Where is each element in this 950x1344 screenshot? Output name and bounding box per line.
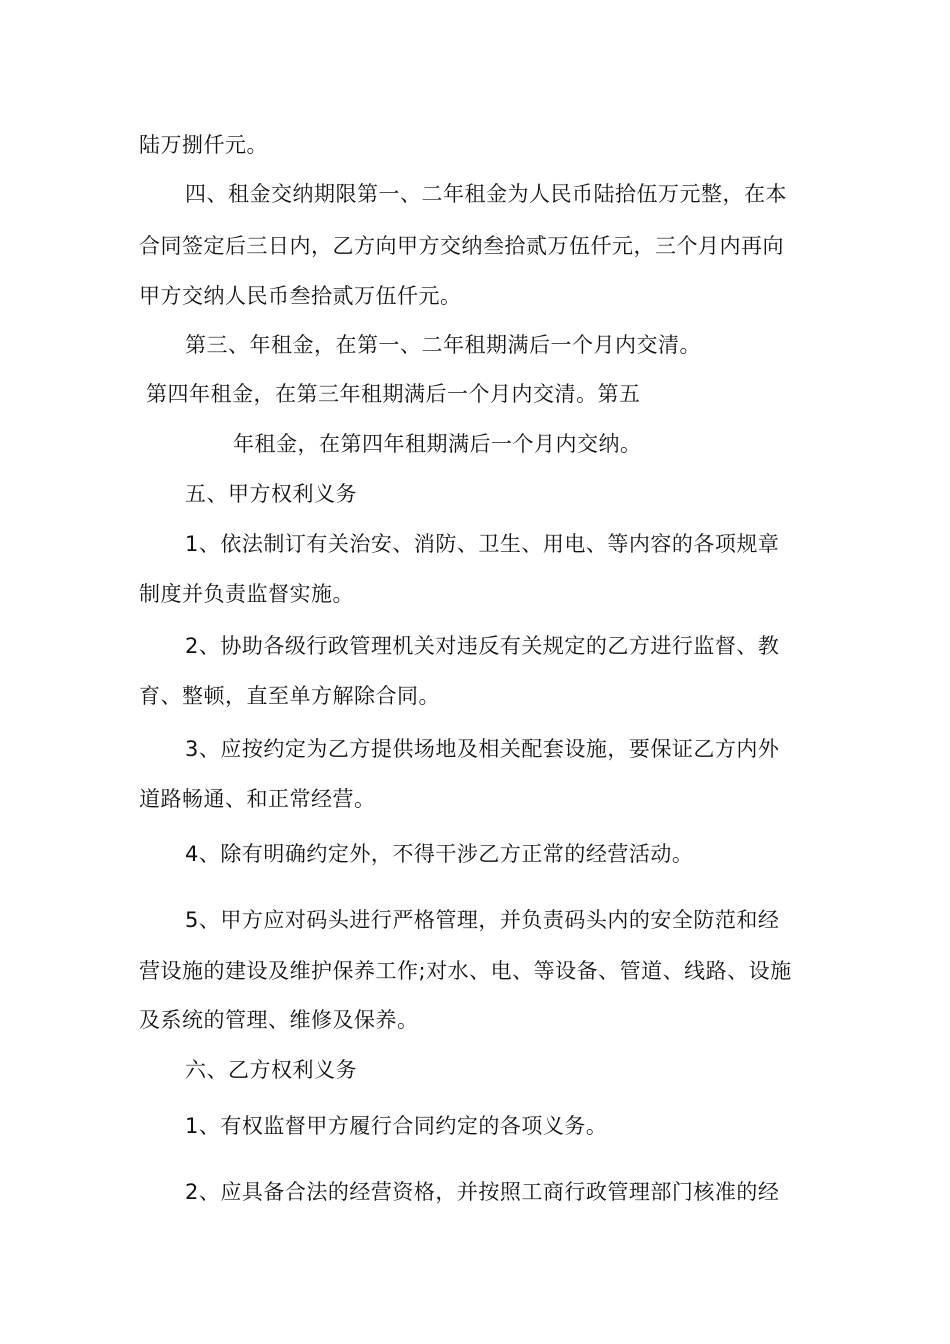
- text-line: 营设施的建设及维护保养工作;对水、电、等设备、管道、线路、设施: [139, 959, 792, 983]
- text-line: 1、有权监督甲方履行合同约定的各项义务。: [185, 1114, 608, 1138]
- text-line: 合同签定后三日内，乙方向甲方交纳叁拾贰万伍仟元，三个月内再向: [139, 234, 784, 258]
- text-line: 六、乙方权利义务: [185, 1058, 357, 1082]
- text-line: 四、租金交纳期限第一、二年租金为人民币陆拾伍万元整，在本: [185, 182, 787, 206]
- text-line: 及系统的管理、维修及保养。: [139, 1008, 419, 1032]
- text-line: 年租金，在第四年租期满后一个月内交纳。: [233, 432, 642, 456]
- text-line: 第四年租金，在第三年租期满后一个月内交清。第五: [146, 382, 641, 406]
- text-line: 5、甲方应对码头进行严格管理，并负责码头内的安全防范和经: [185, 908, 780, 932]
- text-line: 4、除有明确约定外，不得干涉乙方正常的经营活动。: [185, 842, 694, 866]
- text-line: 制度并负责监督实施。: [139, 582, 354, 606]
- text-line: 2、协助各级行政管理机关对违反有关规定的乙方进行监督、教: [185, 634, 780, 658]
- text-line: 甲方交纳人民币叁拾贰万伍仟元。: [139, 284, 462, 308]
- text-line: 陆万捌仟元。: [139, 133, 268, 157]
- text-line: 2、应具备合法的经营资格，并按照工商行政管理部门核准的经: [185, 1180, 780, 1204]
- text-line: 育、整顿，直至单方解除合同。: [139, 684, 440, 708]
- text-line: 第三、年租金，在第一、二年租期满后一个月内交清。: [185, 333, 701, 357]
- text-line: 1、依法制订有关治安、消防、卫生、用电、等内容的各项规章: [185, 532, 780, 556]
- text-line: 道路畅通、和正常经营。: [139, 787, 376, 811]
- text-line: 五、甲方权利义务: [185, 482, 357, 506]
- text-line: 3、应按约定为乙方提供场地及相关配套设施，要保证乙方内外: [185, 737, 780, 761]
